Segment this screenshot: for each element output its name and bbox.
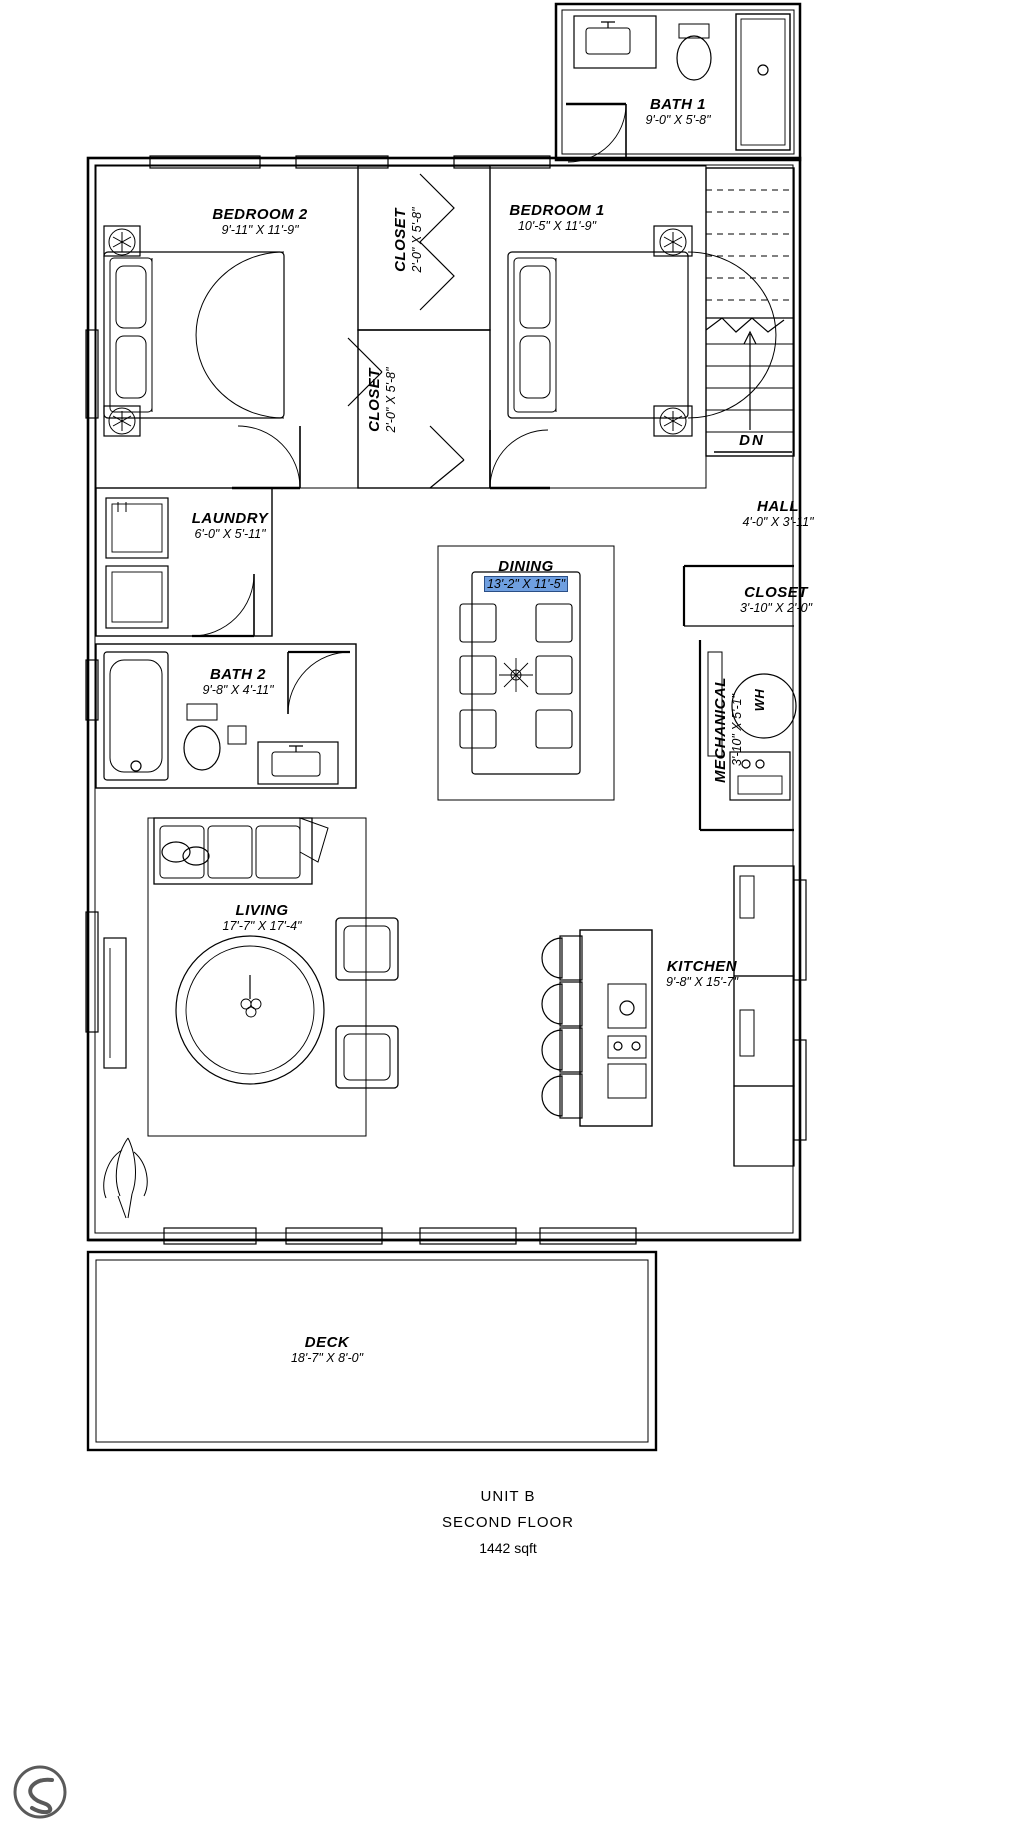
room-label-bedroom1: BEDROOM 1 10'-5" X 11'-9" — [509, 202, 605, 233]
room-label-kitchen: KITCHEN 9'-8" X 15'-7" — [665, 958, 738, 989]
room-label-laundry: LAUNDRY 6'-0" X 5'-11" — [191, 510, 269, 541]
floor-plan-canvas: BATH 1 9'-0" X 5'-8" BEDROOM 2 9'-11" X 11'-9" BEDROOM 1 10'-5" X 11'-9" CLOSET 2'-0" X 5'-8" CLOSET 2'-0" X 5'-8" LAUNDRY 6'-0" X 5'-11" BATH 2 9'-8" X 4'-11" HALL 4'-0" X 3'-11" CLOSET 3'-10" X 2'-0" DINING 13'-2" X 11'-5" MECHANICAL 3'-10" X 5'-1" LIVING 17'-7" X 17'-4" KITCHEN 9'-8" X 15'-7" DECK 18'-7" X 8'-0" DN WH UNIT B SECOND FLOOR 1442 sqft — [0, 0, 1016, 1830]
room-label-hall: HALL 4'-0" X 3'-11" — [742, 498, 814, 529]
plan-title-area: 1442 sqft — [479, 1540, 537, 1556]
dining-dimension-highlight: 13'-2" X 11'-5" — [484, 576, 568, 592]
room-label-bedroom2: BEDROOM 2 9'-11" X 11'-9" — [212, 206, 308, 237]
plan-title-unit: UNIT B — [480, 1488, 536, 1505]
plan-title-floor: SECOND FLOOR — [441, 1514, 574, 1531]
room-label-deck: DECK 18'-7" X 8'-0" — [290, 1334, 363, 1365]
room-label-bath2: BATH 2 9'-8" X 4'-11" — [202, 666, 274, 697]
room-label-hall-closet: CLOSET 3'-10" X 2'-0" — [739, 584, 812, 615]
room-label-bath1: BATH 1 9'-0" X 5'-8" — [645, 96, 711, 127]
stair-direction-label: DN — [739, 432, 765, 449]
logo-icon — [12, 1764, 68, 1820]
room-label-dining: DINING 13'-2" X 11'-5" — [436, 558, 616, 591]
room-label-living: LIVING 17'-7" X 17'-4" — [222, 902, 302, 933]
